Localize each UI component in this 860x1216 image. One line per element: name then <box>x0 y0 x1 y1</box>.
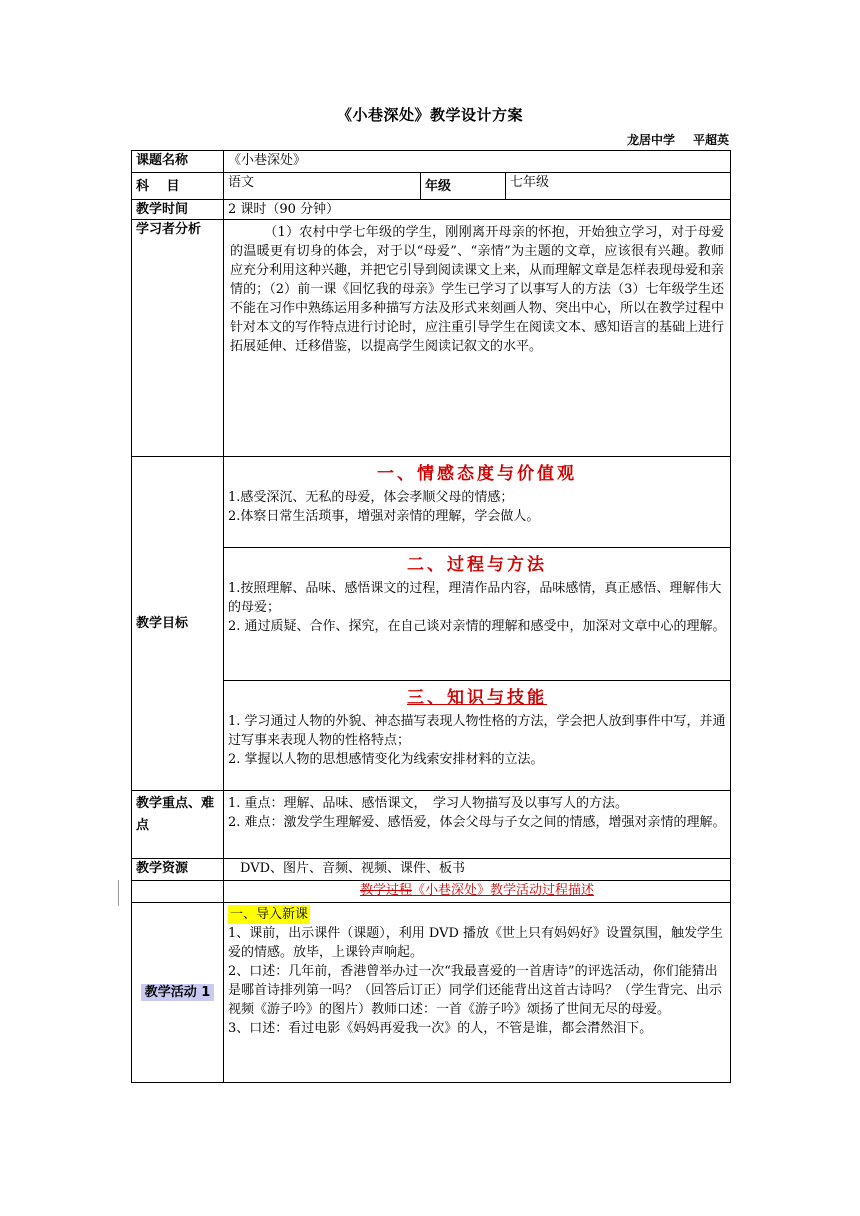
topic-label: 课题名称 <box>132 151 224 173</box>
resources-label: 教学资源 <box>132 859 224 881</box>
activity-item: 3、口述：看过电影《妈妈再爱我一次》的人，不管是谁，都会潸然泪下。 <box>228 1021 653 1036</box>
process-struck-text: 教学过程 <box>359 883 412 898</box>
process-empty-cell <box>132 881 224 903</box>
goal3-title: 三、知识与技能 <box>407 688 547 708</box>
row-learner <box>132 220 731 457</box>
school-name: 龙居中学 <box>626 133 675 147</box>
goal1-title: 一、情感态度与价值观 <box>377 464 577 484</box>
document-title: 《小巷深处》教学设计方案 <box>336 106 523 124</box>
process-heading <box>224 881 731 903</box>
goal2-item: 1.按照理解、品味、感悟课文的过程，理清作品内容，品味感情，真正感悟、理解伟大的母爱； <box>228 581 722 615</box>
learner-analysis <box>224 220 731 457</box>
goal-section-3 <box>224 681 730 790</box>
activity-content <box>224 903 731 1083</box>
process-heading-text: 《小巷深处》教学活动过程描述 <box>412 883 595 898</box>
key-content <box>224 791 731 859</box>
goals-label: 教学目标 <box>132 457 224 791</box>
row-activity <box>132 903 731 1083</box>
byline <box>627 131 729 148</box>
learner-label: 学习者分析 <box>132 220 224 457</box>
activity-label-cell <box>132 903 224 1083</box>
row-resources <box>132 859 731 881</box>
topic-value: 《小巷深处》 <box>224 151 731 173</box>
subject-value: 语文 <box>224 173 421 200</box>
key-item: 2. 难点：激发学生理解爱、感悟爱，体会父母与子女之间的情感，增强对亲情的理解。 <box>228 815 726 830</box>
subject-label: 科 目 <box>132 173 224 200</box>
grade-value: 七年级 <box>506 173 731 200</box>
row-topic <box>132 151 731 173</box>
time-value: 2 课时（90 分钟） <box>224 200 731 220</box>
key-label: 教学重点、难点 <box>132 791 224 859</box>
row-key-points <box>132 791 731 859</box>
goal1-item: 1.感受深沉、无私的母爱，体会孝顺父母的情感； <box>228 490 514 505</box>
goal3-item: 1. 学习通过人物的外貌、神态描写表现人物性格的方法，学会把人放到事件中写，并通过写事来表现人物的性格特点； <box>228 714 726 748</box>
margin-mark <box>118 880 119 906</box>
row-time <box>132 200 731 220</box>
author-name: 平超英 <box>692 133 729 147</box>
lesson-plan-table <box>131 150 731 1083</box>
activity-label: 教学活动 1 <box>141 984 215 1001</box>
learner-text: （1）农村中学七年级的学生，刚刚离开母亲的怀抱，开始独立学习，对于母爱的温暖更有切身的体会，对于以“母爱”、“亲情”为主题的文章，应该很有兴趣。教师应充分利用这种兴趣，并把它引导到阅读课文上来，从而理解文章是怎样表现母爱和亲情的；（2）前一课《回忆我的母亲》学生已学习了以事写人的方法（3）七年级学生还不能在习作中熟练运用多种描写方法及形式来刻画人物、突出中心，所以在教学过程中针对本文的写作特点进行讨论时，应注重引导学生在阅读文本、感知语言的基础上进行拓展延伸、迁移借鉴，以提高学生阅读记叙文的水平。 <box>230 225 725 354</box>
row-process <box>132 881 731 903</box>
goals-content <box>224 457 731 791</box>
goal-section-1 <box>224 457 730 548</box>
resources-value: DVD、图片、音频、视频、课件、板书 <box>224 859 731 881</box>
activity-item: 2、口述：几年前，香港曾举办过一次“我最喜爱的一首唐诗”的评选活动，你们能猜出是哪首诗排列第一吗？（回答后订正）同学们还能背出这首古诗吗？（学生背完、出示视频《游子吟》的图片）教师口述：一首《游子吟》颂扬了世间无尽的母爱。 <box>228 964 723 1017</box>
key-item: 1. 重点：理解、品味、感悟课文， 学习人物描写及以事写人的方法。 <box>228 796 629 811</box>
goal2-title: 二、过程与方法 <box>407 555 547 575</box>
goal-section-2 <box>224 548 730 681</box>
grade-label: 年级 <box>421 173 506 200</box>
time-label: 教学时间 <box>132 200 224 220</box>
activity-item: 1、课前，出示课件（课题），利用 DVD 播放《世上只有妈妈好》设置氛围，触发学生爱的情感。放毕，上课铃声响起。 <box>228 926 724 960</box>
row-subject <box>132 173 731 200</box>
goal3-item: 2. 掌握以人物的思想感情变化为线索安排材料的立法。 <box>228 752 544 767</box>
row-goals <box>132 457 731 791</box>
activity-heading: 一、导入新课 <box>230 907 309 922</box>
goal2-item: 2. 通过质疑、合作、探究，在自己谈对亲情的理解和感受中，加深对文章中心的理解。 <box>228 619 726 634</box>
goal1-item: 2.体察日常生活琐事，增强对亲情的理解，学会做人。 <box>228 509 540 524</box>
